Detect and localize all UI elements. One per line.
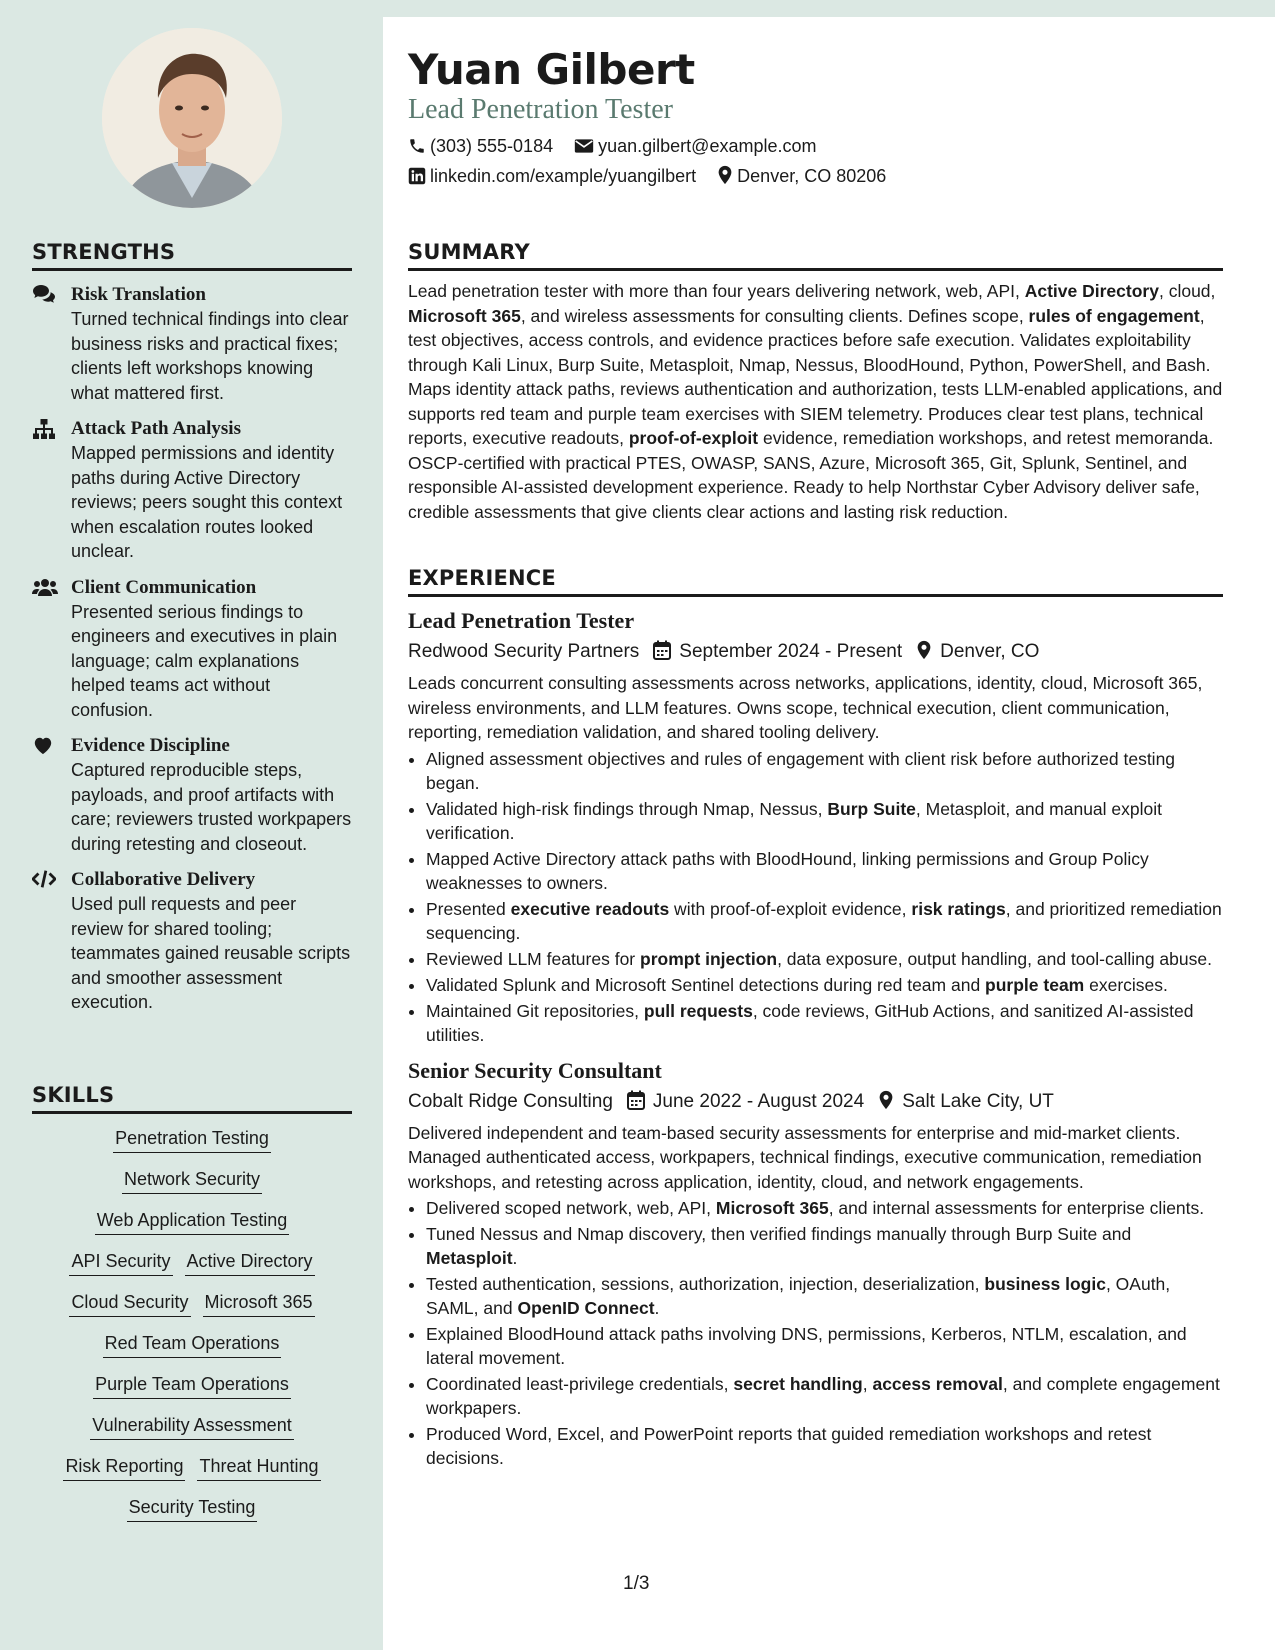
contact-row-1 [408,134,832,158]
job-title: Lead Penetration Tester [408,608,635,633]
main-content [383,17,1275,1650]
skill-tag: Purple Team Operations [93,1372,291,1399]
skill-row [32,1290,352,1317]
skills-list [32,1114,352,1522]
candidate-name: Yuan Gilbert [408,45,695,94]
job-dates: September 2024 - Present [679,641,903,662]
skills-section [32,1083,352,1536]
job-bullet: • Tested authentication, sessions, authorization, injection, deserialization, business logic, OAuth, SAML, and OpenID Connect. [426,1272,1223,1320]
experience-heading: EXPERIENCE [408,566,1223,597]
strengths-heading: STRENGTHS [32,240,352,271]
job-entry [408,607,1223,1047]
job-bullet: • Delivered scoped network, web, API, Microsoft 365, and internal assessments for enterprise clients. [426,1196,1223,1220]
phone-contact[interactable] [408,134,553,158]
linkedin-text: linkedin.com/example/yuangilbert [430,166,697,186]
phone-text: (303) 555-0184 [430,136,554,156]
profile-photo [102,28,282,208]
calendar-icon [627,1090,645,1110]
skill-row [32,1372,352,1399]
job-bullet: • Aligned assessment objectives and rules of engagement with client risk before authorized testing began. [426,747,1223,795]
job-dates: June 2022 - August 2024 [652,1090,865,1112]
email-contact[interactable] [574,134,816,158]
summary-section [408,240,1223,524]
summary-text: Lead penetration tester with more than four years delivering network, web, API, Active Directory, cloud, Microsoft 365, and wireless assessments for consulting clients. Defines scope, rules of engagement, test objectives, access controls, and evidence practices before safe execution. Validates exploitability through Kali Linux, Burp Suite, Metasploit, Nmap, Nessus, BloodHound, Python, PowerShell, and Bash. Maps identity attack paths, reviews authentication and authorization, tests LLM-enabled applications, and supports red team and purple team exercises with SIEM telemetry. Produces clear test plans, technical reports, executive readouts, proof-of-exploit evidence, remediation workshops, and retest memoranda. OSCP-certified with practical PTES, OWASP, SANS, Azure, Microsoft 365, Git, Splunk, Sentinel, and responsible AI-assisted development experience. Ready to help Northstar Cyber Advisory deliver safe, credible assessments that give clients clear actions and lasting risk reduction. [408,281,1223,522]
calendar-icon [653,640,671,660]
contact-row-2 [408,164,902,188]
skill-row [32,1249,352,1276]
job-bullets [408,747,1223,1047]
candidate-role: Lead Penetration Tester [408,94,673,125]
skill-tag: Active Directory [185,1249,315,1276]
skill-tag: API Security [69,1249,172,1276]
experience-section [408,566,1223,1472]
job-company: Redwood Security Partners [408,641,640,662]
skill-tag: Network Security [122,1167,262,1194]
job-bullet: • Explained BloodHound attack paths involving DNS, permissions, Kerberos, NTLM, escalation, and lateral movement. [426,1322,1223,1370]
strength-title: Client Communication [71,576,257,598]
job-bullet: • Reviewed LLM features for prompt injection, data exposure, output handling, and tool-calling abuse. [426,947,1223,971]
job-bullet: • Validated Splunk and Microsoft Sentinel detections during red team and purple team exercises. [426,973,1223,997]
skill-tag: Vulnerability Assessment [90,1413,293,1440]
skill-tag: Threat Hunting [197,1454,320,1481]
email-text: yuan.gilbert@example.com [598,136,817,156]
job-bullets [408,1196,1223,1470]
skill-tag: Microsoft 365 [203,1290,315,1317]
skill-row [32,1454,352,1481]
comments-icon [32,284,56,306]
job-meta [408,637,1223,667]
skill-row [32,1331,352,1358]
job-company: Cobalt Ridge Consulting [408,1090,613,1112]
job-entry [408,1057,1223,1471]
map-pin-icon [916,640,932,660]
job-location: Salt Lake City, UT [902,1090,1054,1112]
strength-item [32,283,352,405]
users-icon [32,577,56,599]
strength-title: Evidence Discipline [71,735,230,756]
code-icon [32,869,56,891]
job-bullet: • Coordinated least-privilege credentials, secret handling, access removal, and complete engagement workpapers. [426,1372,1223,1420]
skill-tag: Risk Reporting [63,1454,185,1481]
strength-description: Mapped permissions and identity paths during Active Directory reviews; peers sought this context when escalation routes looked unclear. [71,443,343,561]
strengths-list [32,283,352,1015]
location-contact [717,164,886,188]
job-summary: Delivered independent and team-based security assessments for enterprise and mid-market clients. Managed authenticated access, workpapers, technical findings, executive communication, remediation workshops, and retesting across application, identity, cloud, and network engagements. [408,1122,1202,1192]
strength-title: Risk Translation [71,284,206,305]
skill-row [32,1495,352,1522]
skill-row [32,1126,352,1153]
phone-icon [408,137,426,155]
job-summary: Leads concurrent consulting assessments across networks, applications, identity, cloud, Microsoft 365, wireless environments, and LLM features. Owns scope, technical execution, client communication, reporting, remediation validation, and shared tooling delivery. [408,673,1203,742]
heart-icon [32,735,56,757]
summary-heading: SUMMARY [408,240,1223,271]
strength-description: Presented serious findings to engineers and executives in plain language; calm explanations helped teams act without confusion. [71,601,338,720]
strength-item [32,417,352,564]
sidebar [0,0,383,1650]
skills-heading: SKILLS [32,1083,352,1114]
linkedin-icon [408,167,426,185]
job-title: Senior Security Consultant [408,1057,662,1083]
map-pin-icon [717,165,733,185]
strength-title: Collaborative Delivery [71,869,256,890]
linkedin-contact[interactable] [408,164,696,188]
job-bullet: • Produced Word, Excel, and PowerPoint reports that guided remediation workshops and retest decisions. [426,1422,1223,1470]
sitemap-icon [32,418,56,440]
job-bullet: • Maintained Git repositories, pull requests, code reviews, GitHub Actions, and sanitized AI-assisted utilities. [426,999,1223,1047]
page-number: 1/3 [623,1573,650,1594]
envelope-icon [574,137,594,155]
skill-tag: Web Application Testing [95,1208,289,1235]
strength-description: Captured reproducible steps, payloads, and proof artifacts with care; reviewers trusted workpapers during retesting and closeout. [71,760,352,854]
location-text: Denver, CO 80206 [737,166,887,186]
strength-item [32,734,352,856]
strength-item [32,576,352,723]
skill-tag: Red Team Operations [103,1331,282,1358]
jobs-list [408,607,1223,1470]
skill-row [32,1413,352,1440]
skill-row [32,1208,352,1235]
strength-description: Turned technical findings into clear business risks and practical fixes; clients left workshops knowing what mattered first. [71,309,349,403]
skill-row [32,1167,352,1194]
job-bullet: • Mapped Active Directory attack paths with BloodHound, linking permissions and Group Policy weaknesses to owners. [426,847,1223,895]
strength-item [32,868,352,1015]
strengths-section [32,240,352,1015]
job-bullet: • Validated high-risk findings through Nmap, Nessus, Burp Suite, Metasploit, and manual exploit verification. [426,797,1223,845]
strength-title: Attack Path Analysis [71,418,241,439]
skill-tag: Penetration Testing [113,1126,271,1153]
skill-tag: Security Testing [127,1495,258,1522]
job-bullet: • Presented executive readouts with proof-of-exploit evidence, risk ratings, and prioritized remediation sequencing. [426,897,1223,945]
strength-description: Used pull requests and peer review for shared tooling; teammates gained reusable scripts and smoother assessment execution. [71,894,351,1012]
job-location: Denver, CO [940,641,1040,662]
map-pin-icon [878,1090,894,1110]
job-meta [408,1087,1223,1117]
job-bullet: • Tuned Nessus and Nmap discovery, then verified findings manually through Burp Suite and Metasploit. [426,1222,1223,1270]
skill-tag: Cloud Security [69,1290,190,1317]
